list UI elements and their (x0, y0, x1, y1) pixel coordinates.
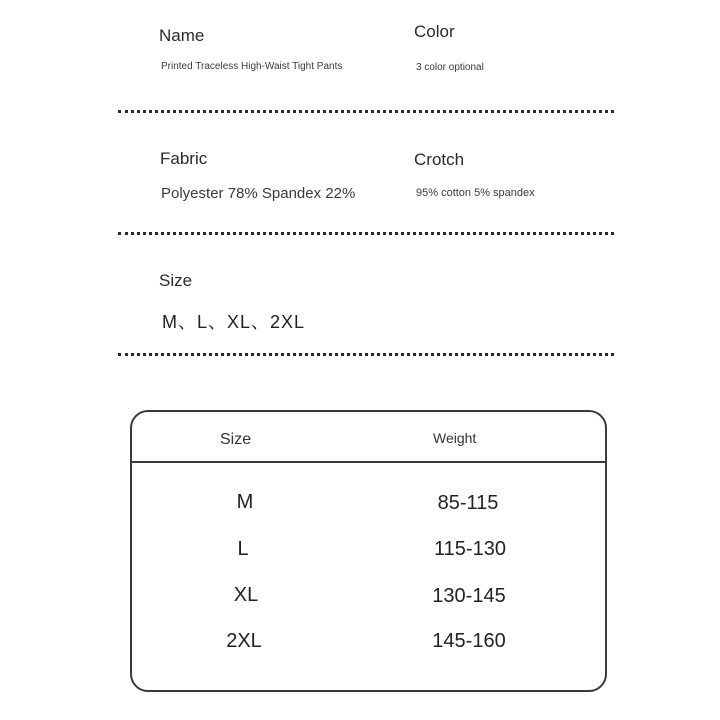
crotch-value: 95% cotton 5% spandex (416, 187, 535, 199)
dotted-divider-2 (118, 232, 614, 235)
size-label: Size (159, 271, 193, 290)
fabric-value: Polyester 78% Spandex 22% (161, 185, 356, 202)
table-row-weight: 130-145 (432, 585, 506, 607)
table-row-weight: 145-160 (432, 630, 506, 652)
fabric-label: Fabric (160, 149, 208, 168)
color-value: 3 color optional (416, 62, 484, 73)
table-row-size: XL (233, 584, 259, 606)
table-header (132, 412, 605, 463)
dotted-divider-3 (118, 353, 614, 356)
size-weight-table (130, 410, 607, 692)
size-value: M、L、XL、2XL (162, 312, 306, 332)
color-label: Color (414, 22, 455, 41)
table-row-size: 2XL (226, 630, 262, 652)
name-value: Printed Traceless High-Waist Tight Pants (161, 61, 343, 72)
dotted-divider-1 (118, 110, 614, 113)
table-row-weight: 85-115 (437, 492, 499, 514)
table-header-size: Size (220, 431, 252, 448)
table-row-size: M (236, 491, 254, 513)
table-header-weight: Weight (433, 430, 477, 446)
table-row-weight: 115-130 (434, 538, 506, 560)
table-row-size: L (237, 538, 249, 560)
crotch-label: Crotch (414, 150, 465, 169)
name-label: Name (159, 26, 205, 45)
